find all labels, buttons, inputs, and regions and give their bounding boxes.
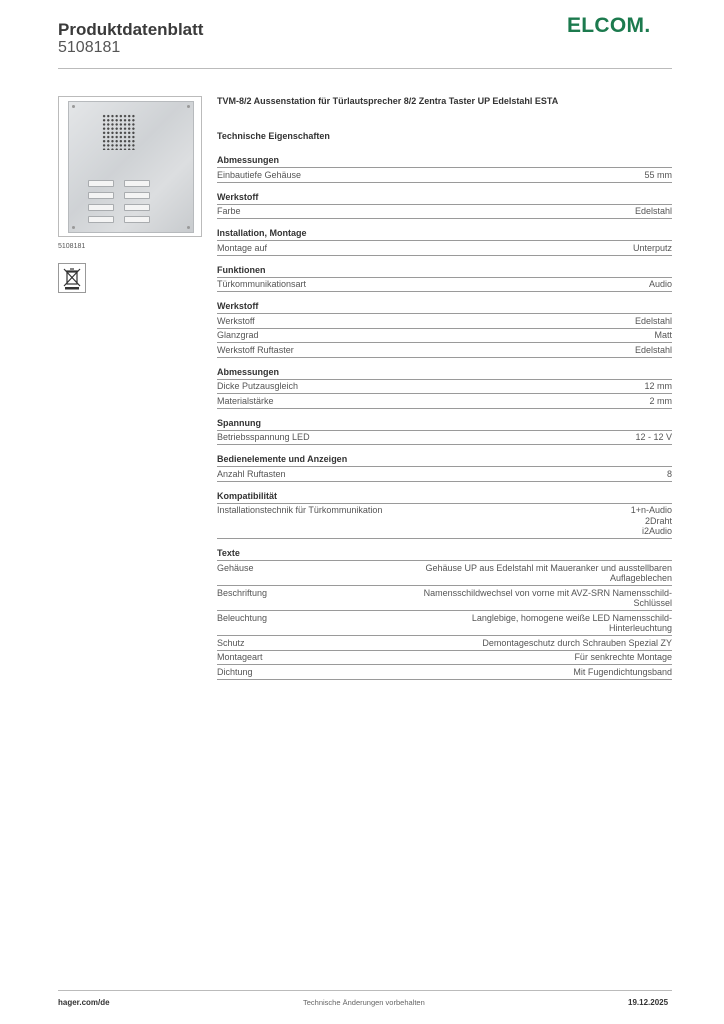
- speaker-grille: [102, 114, 136, 150]
- spec-section: [217, 155, 672, 183]
- call-button: [124, 216, 150, 223]
- spec-label: Betriebsspannung LED: [217, 432, 310, 442]
- spec-value: Audio: [648, 279, 672, 289]
- spec-label: Beleuchtung: [217, 612, 268, 623]
- spec-label: Glanzgrad: [217, 330, 259, 340]
- spec-label: Werkstoff Ruftaster: [217, 344, 294, 355]
- spec-value-line: Für senkrechte Montage: [574, 652, 672, 662]
- section-heading: Werkstoff: [217, 192, 672, 205]
- spec-value: [482, 638, 672, 649]
- spec-row: [217, 380, 672, 395]
- spec-value: 12 - 12 V: [635, 432, 672, 442]
- page-title: Produktdatenblatt: [58, 20, 204, 39]
- product-image: [58, 96, 202, 237]
- spec-label: Materialstärke: [217, 395, 274, 406]
- call-button: [124, 192, 150, 199]
- call-button: [88, 192, 114, 199]
- spec-row: [217, 611, 672, 636]
- section-heading: Texte: [217, 548, 672, 561]
- spec-value: [574, 652, 672, 663]
- footer-date: 19.12.2025: [628, 998, 669, 1007]
- call-button: [88, 216, 114, 223]
- spec-row: [217, 168, 672, 183]
- spec-value: Edelstahl: [634, 344, 672, 355]
- spec-sections: [217, 155, 672, 539]
- spec-row: [217, 651, 672, 666]
- spec-row: [217, 665, 672, 680]
- spec-value-line: Mit Fugendichtungsband: [573, 666, 672, 677]
- spec-value-line: 1+n-Audio: [630, 505, 672, 515]
- spec-value: 8: [666, 468, 672, 479]
- spec-value: [424, 588, 672, 609]
- spec-value-line: Demontageschutz durch Schrauben Spezial ZY: [482, 637, 672, 648]
- header-divider: [58, 68, 672, 69]
- spec-section: [217, 265, 672, 293]
- spec-value: Edelstahl: [634, 315, 672, 326]
- spec-value-line: Gehäuse UP aus Edelstahl mit Maueranker und ausstellbaren: [425, 562, 672, 573]
- weee-crossed-bin-icon: [58, 263, 86, 293]
- spec-label: Dichtung: [217, 666, 253, 677]
- door-station-panel: [68, 101, 194, 233]
- product-title: TVM-8/2 Aussenstation für Türlautsprecher 8/2 Zentra Taster UP Edelstahl ESTA: [217, 96, 559, 106]
- spec-value: 12 mm: [644, 381, 672, 391]
- spec-label: Schutz: [217, 637, 245, 648]
- screw: [187, 105, 190, 108]
- spec-section: [217, 301, 672, 358]
- call-button: [124, 180, 150, 187]
- spec-label: Gehäuse: [217, 562, 254, 573]
- screw: [72, 226, 75, 229]
- spec-value-line: Schlüssel: [633, 598, 672, 608]
- call-button: [88, 204, 114, 211]
- spec-section: [217, 228, 672, 256]
- section-heading: Funktionen: [217, 265, 672, 278]
- spec-label: Montage auf: [217, 242, 268, 253]
- call-button: [88, 180, 114, 187]
- spec-value-line: Namensschildwechsel von vorne mit AVZ-SRN Namensschild-: [423, 587, 672, 598]
- spec-row: [217, 278, 672, 293]
- spec-label: Werkstoff: [217, 315, 255, 326]
- spec-row: [217, 467, 672, 482]
- spec-value-line: Auflageblechen: [609, 573, 672, 583]
- spec-row: [217, 561, 672, 586]
- spec-label: Einbautiefe Gehäuse: [217, 169, 302, 180]
- spec-value: Edelstahl: [634, 206, 672, 216]
- spec-row: [217, 636, 672, 651]
- section-heading: Bedienelemente und Anzeigen: [217, 454, 672, 467]
- spec-value: 2 mm: [649, 395, 672, 406]
- spec-section: [217, 454, 672, 482]
- screw: [72, 105, 75, 108]
- call-button: [124, 204, 150, 211]
- spec-section: [217, 491, 672, 540]
- spec-value: [426, 563, 672, 584]
- spec-row: [217, 504, 672, 540]
- section-heading: Abmessungen: [217, 367, 672, 380]
- spec-value: 55 mm: [644, 169, 672, 180]
- section-heading: Kompatibilität: [217, 491, 672, 504]
- article-number: 5108181: [58, 39, 121, 56]
- screw: [187, 226, 190, 229]
- spec-value-line: i2Audio: [641, 526, 672, 536]
- section-heading: Abmessungen: [217, 155, 672, 168]
- section-heading: Werkstoff: [217, 301, 672, 314]
- footer-divider: [58, 990, 672, 991]
- spec-label: Anzahl Ruftasten: [217, 468, 286, 479]
- footer-disclaimer: Technische Änderungen vorbehalten: [303, 998, 425, 1007]
- spec-section: [217, 367, 672, 409]
- spec-label: Türkommunikationsart: [217, 279, 307, 289]
- spec-row: [217, 394, 672, 409]
- spec-value-line: Hinterleuchtung: [608, 623, 672, 633]
- spec-content: [217, 96, 672, 689]
- spec-value: [472, 613, 672, 634]
- spec-row: [217, 343, 672, 358]
- spec-value: [573, 667, 672, 678]
- spec-value-line: Langlebige, homogene weiße LED Namensschild-: [471, 612, 672, 623]
- spec-label: Dicke Putzausgleich: [217, 381, 299, 391]
- spec-row: [217, 329, 672, 344]
- spec-row: [217, 431, 672, 446]
- spec-row: [217, 241, 672, 256]
- spec-section: [217, 418, 672, 446]
- spec-label: Farbe: [217, 206, 241, 216]
- spec-label: Montageart: [217, 652, 263, 662]
- section-heading: Installation, Montage: [217, 228, 672, 241]
- section-heading: Spannung: [217, 418, 672, 431]
- spec-section: [217, 192, 672, 220]
- footer-website: hager.com/de: [58, 998, 110, 1007]
- spec-row: [217, 586, 672, 611]
- spec-row: [217, 205, 672, 220]
- tech-properties-heading: Technische Eigenschaften: [217, 131, 330, 141]
- texte-section: [217, 548, 672, 680]
- spec-value-line: 2Draht: [644, 515, 672, 526]
- elcom-logo: ELCOM.: [567, 14, 651, 37]
- spec-label: Beschriftung: [217, 587, 268, 598]
- spec-label: Installationstechnik für Türkommunikation: [217, 505, 383, 515]
- spec-value: Matt: [654, 330, 672, 340]
- spec-value: [631, 505, 672, 537]
- image-caption: 5108181: [58, 243, 86, 250]
- spec-value: Unterputz: [632, 242, 672, 253]
- spec-row: [217, 314, 672, 329]
